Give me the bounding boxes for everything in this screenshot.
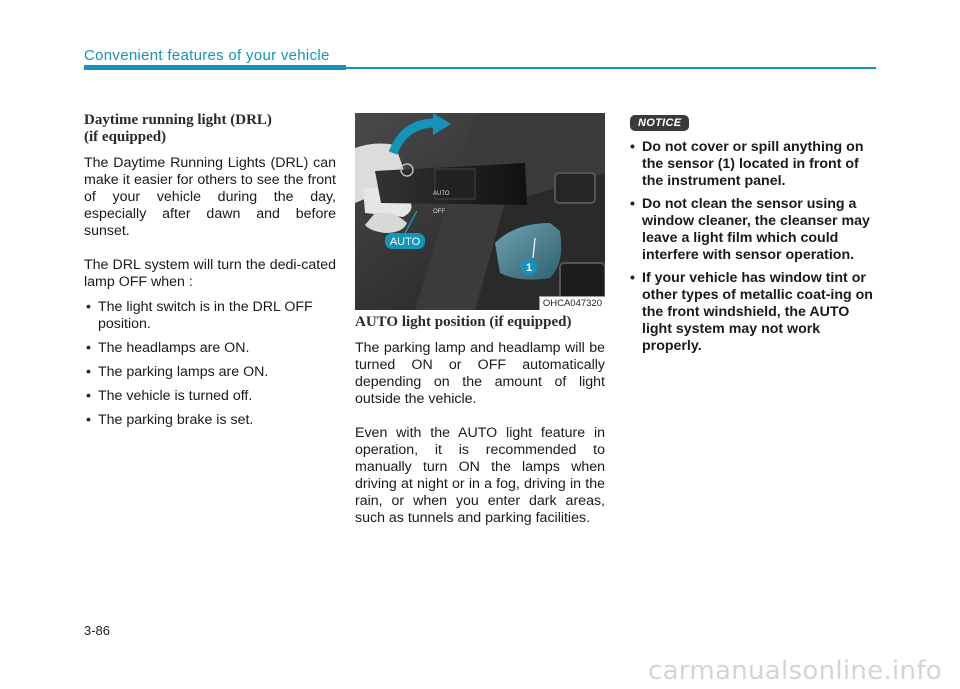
list-item: • The headlamps are ON. (84, 340, 336, 357)
list-item: • If your vehicle has window tint or other types of metallic coat-ing on the front windshield, the AUTO light system may not work properly. (628, 270, 880, 355)
notice-badge: NOTICE (630, 115, 689, 131)
auto-heading: AUTO light position (if equipped) (355, 314, 572, 330)
list-item: • Do not cover or spill anything on the sensor (1) located in front of the instrument panel. (628, 139, 880, 190)
list-item: • The parking lamps are ON. (84, 364, 336, 381)
header-rule-thick (84, 65, 346, 70)
list-item: • Do not clean the sensor using a window cleaner, the cleanser may leave a light film which could interfere with sensor operation. (628, 196, 880, 264)
drl-heading-line2: (if equipped) (84, 129, 167, 145)
section-header-title: Convenient features of your vehicle (84, 47, 330, 64)
notice-bullet-list (628, 139, 880, 355)
list-item: • The vehicle is turned off. (84, 388, 336, 405)
notice-section (628, 139, 880, 361)
auto-paragraph-1: The parking lamp and headlamp will be turned ON or OFF automatically depending on the amount of light outside the vehicle. (355, 340, 605, 407)
page-number: 3-86 (84, 623, 111, 638)
drl-heading (84, 112, 336, 146)
drl-section (84, 112, 336, 436)
figure-code-label: OHCA047320 (539, 296, 605, 310)
list-item: • The parking brake is set. (84, 412, 336, 429)
switch-off-text: OFF (433, 209, 445, 215)
light-switch-photo (355, 113, 605, 310)
auto-section (355, 314, 605, 527)
drl-bullet-list (84, 299, 336, 429)
drl-heading-line1: Daytime running light (DRL) (84, 112, 272, 128)
header-rule-thin (346, 67, 876, 69)
list-item: • The light switch is in the DRL OFF position. (84, 299, 336, 333)
auto-paragraph-2: Even with the AUTO light feature in operation, it is recommended to manually turn ON the lamps when driving at night or in a fog, driving in the rain, or when you enter dark areas, such as tunnels and parking facilities. (355, 425, 605, 526)
callout-number: 1 (525, 262, 533, 274)
light-switch-illustration (355, 113, 605, 310)
drl-paragraph-2: The DRL system will turn the dedi-cated lamp OFF when : (84, 257, 336, 290)
switch-auto-text: AUTO (433, 191, 450, 197)
drl-paragraph-1: The Daytime Running Lights (DRL) can make it easier for others to see the front of your vehicle during the day, especially after dawn and before sunset. (84, 155, 336, 239)
auto-label-text: AUTO (389, 236, 421, 248)
watermark: carmanualsonline.info (647, 656, 942, 686)
